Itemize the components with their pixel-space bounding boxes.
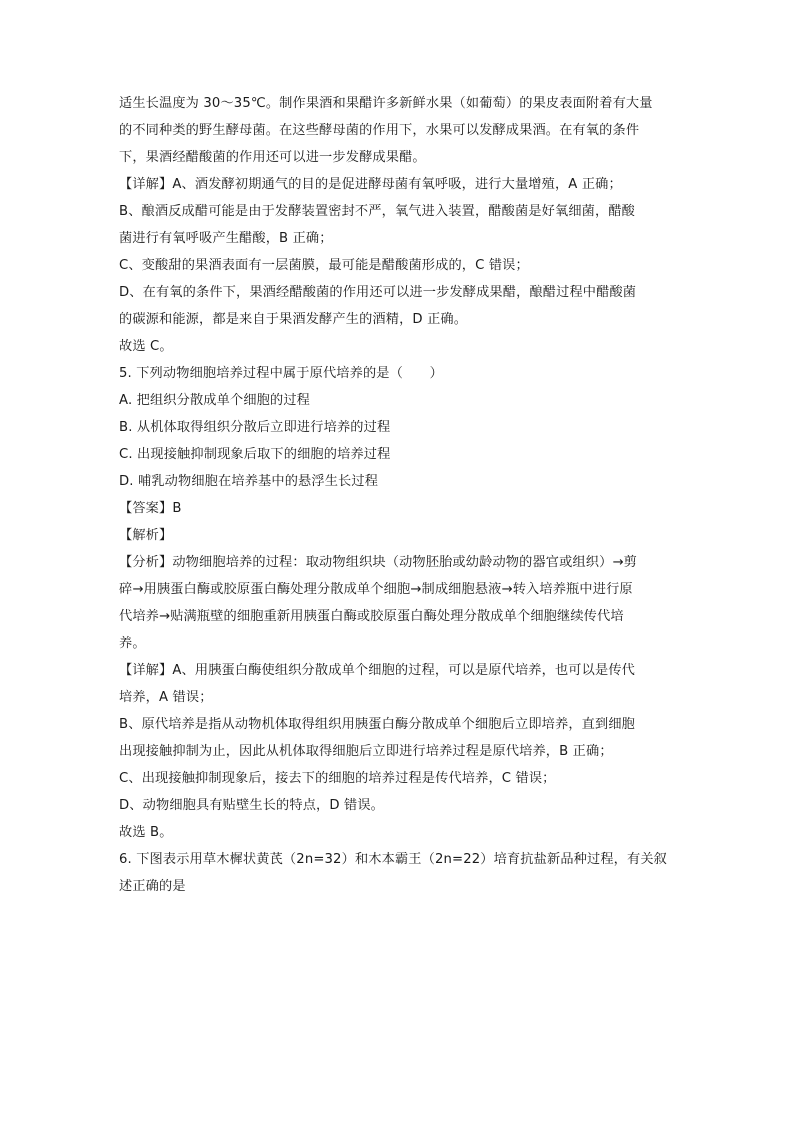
text-line: 菌进行有氧呼吸产生醋酸，B 正确； xyxy=(119,231,333,246)
text-line: 的碳源和能源，都是来自于果酒发酵产生的酒精，D 正确。 xyxy=(119,312,468,327)
text-line: B、原代培养是指从动物机体取得组织用胰蛋白酶分散成单个细胞后立即培养，直到细胞 xyxy=(119,717,636,732)
text-line: 代培养→贴满瓶壁的细胞重新用胰蛋白酶或胶原蛋白酶处理分散成单个细胞继续传代培 xyxy=(119,609,624,624)
text-line: C、变酸甜的果酒表面有一层菌膜，最可能是醋酸菌形成的，C 错误； xyxy=(119,258,529,273)
question-6-stem: 6. 下图表示用草木樨状黄芪（2n=32）和木本霸王（2n=22）培育抗盐新品种过程，有关叙 xyxy=(119,852,668,867)
text-line: 【详解】A、酒发酵初期通气的目的是促进酵母菌有氧呼吸，进行大量增殖，A 正确； xyxy=(119,177,622,192)
analysis-heading: 【解析】 xyxy=(119,528,173,543)
text-line: D、在有氧的条件下，果酒经醋酸菌的作用还可以进一步发酵成果醋，酿醋过程中醋酸菌 xyxy=(119,285,637,300)
text-line: C、出现接触抑制现象后，接去下的细胞的培养过程是传代培养，C 错误； xyxy=(119,771,556,786)
text-line: B、酿酒反成醋可能是由于发酵装置密封不严，氧气进入装置，醋酸菌是好氧细菌，醋酸 xyxy=(119,204,636,219)
question-6-stem-continued: 述正确的是 xyxy=(119,879,186,894)
text-line: 碎→用胰蛋白酶或胶原蛋白酶处理分散成单个细胞→制成细胞悬液→转入培养瓶中进行原 xyxy=(119,582,633,597)
text-line: 【详解】A、用胰蛋白酶使组织分散成单个细胞的过程，可以是原代培养，也可以是传代 xyxy=(119,663,635,678)
question-5-option-b: B. 从机体取得组织分散后立即进行培养的过程 xyxy=(119,420,391,435)
text-line: D、动物细胞具有贴壁生长的特点，D 错误。 xyxy=(119,798,385,813)
text-line: 适生长温度为 30～35℃。制作果酒和果醋许多新鲜水果（如葡萄）的果皮表面附着有大量 xyxy=(119,96,653,111)
text-line: 下，果酒经醋酸菌的作用还可以进一步发酵成果醋。 xyxy=(119,150,426,165)
text-line: 养。 xyxy=(119,636,146,651)
text-line: 故选 B。 xyxy=(119,825,173,840)
question-5-stem: 5. 下列动物细胞培养过程中属于原代培养的是（ ） xyxy=(119,366,443,381)
text-line: 出现接触抑制为止，因此从机体取得细胞后立即进行培养过程是原代培养，B 正确； xyxy=(119,744,613,759)
question-5-option-a: A. 把组织分散成单个细胞的过程 xyxy=(119,393,311,408)
question-5-option-c: C. 出现接触抑制现象后取下的细胞的培养过程 xyxy=(119,447,391,462)
text-line: 【分析】动物细胞培养的过程：取动物组织块（动物胚胎或幼龄动物的器官或组织）→剪 xyxy=(119,555,638,570)
text-line: 培养，A 错误； xyxy=(119,690,213,705)
text-line: 的不同种类的野生酵母菌。在这些酵母菌的作用下，水果可以发酵成果酒。在有氧的条件 xyxy=(119,123,640,138)
question-5-option-d: D. 哺乳动物细胞在培养基中的悬浮生长过程 xyxy=(119,474,379,489)
text-line: 故选 C。 xyxy=(119,339,173,354)
answer-line: 【答案】B xyxy=(119,501,182,516)
document-page xyxy=(119,90,679,900)
